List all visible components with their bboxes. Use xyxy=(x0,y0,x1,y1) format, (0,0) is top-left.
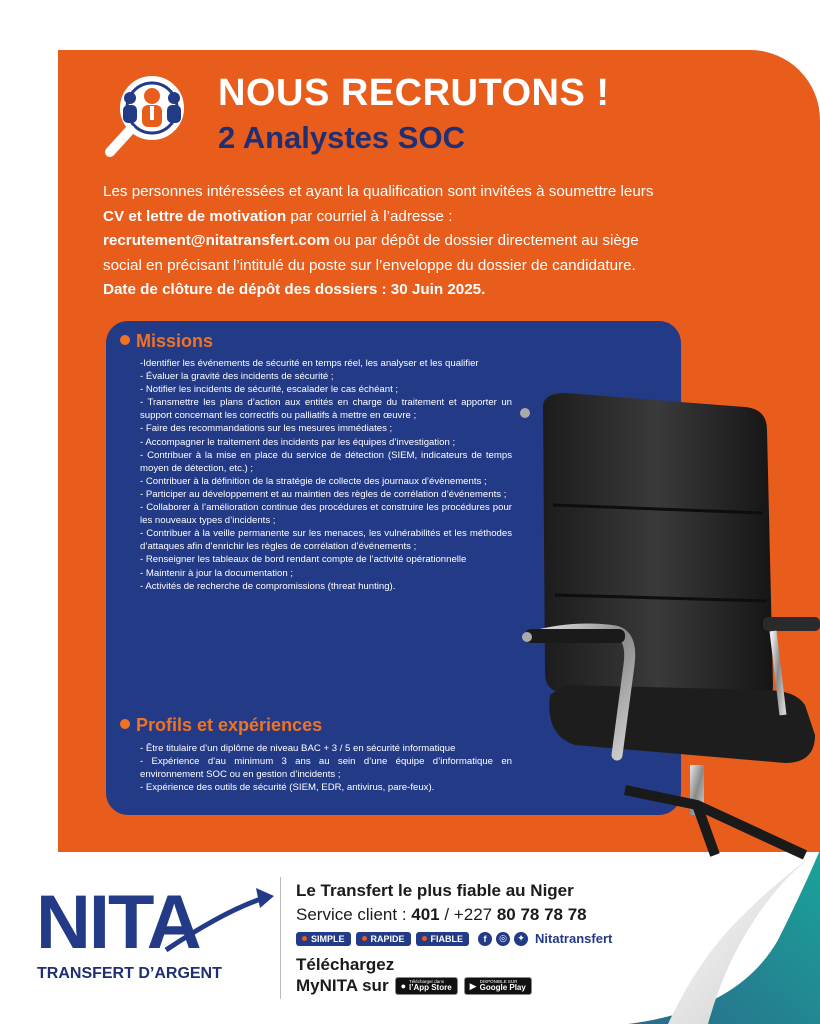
appstore-big-text: l’App Store xyxy=(409,983,452,993)
intro-line-3 xyxy=(103,229,723,254)
social-icons xyxy=(478,932,528,946)
intro-documents: CV et lettre de motivation xyxy=(103,207,287,225)
instagram-icon[interactable]: ◎ xyxy=(496,932,510,946)
badge-label: FIABLE xyxy=(430,933,464,944)
list-item: - Renseigner les tableaux de bord rendant compte de l’activité opérationnelle xyxy=(140,554,467,566)
list-item: - Collaborer à l’amélioration continue des procédures et construire les procédures pour les nouveaux types d’incidents ; xyxy=(140,502,512,527)
download-row xyxy=(296,976,532,996)
recruitment-magnifier-icon xyxy=(100,72,204,160)
logo-subtitle: TRANSFERT D’ARGENT xyxy=(37,965,222,982)
googleplay-small-text: DISPONIBLE SUR xyxy=(479,978,518,984)
download-label: Téléchargez xyxy=(296,955,395,974)
twitter-icon[interactable]: ✦ xyxy=(514,932,528,946)
list-item: - Expérience d’au minimum 3 ans au sein d’une équipe d’informatique en environnement SOC ou en gestion d’incidents ; xyxy=(140,756,512,781)
missions-heading xyxy=(120,331,213,352)
appstore-small-text: Télécharger dans xyxy=(409,978,445,984)
intro-line-2-rest: par courriel à l’adresse : xyxy=(286,207,453,225)
googleplay-big-text: Google Play xyxy=(479,983,526,993)
tagline: Le Transfert le plus fiable au Niger xyxy=(296,881,574,900)
intro-line-2 xyxy=(103,205,723,230)
service-label: Service client : xyxy=(296,905,412,924)
badge-rapide xyxy=(356,932,411,946)
badge-label: RAPIDE xyxy=(370,933,405,944)
list-item: - Notifier les incidents de sécurité, escalader le cas échéant ; xyxy=(140,384,399,396)
list-item: - Contribuer à la définition de la stratégie de collecte des journaux d’évènements ; xyxy=(140,475,487,487)
facebook-icon[interactable]: f xyxy=(478,932,492,946)
nita-logo xyxy=(36,880,276,960)
list-item: - Expérience des outils de sécurité (SIEM, EDR, antivirus, pare-feux). xyxy=(140,782,435,794)
page-curl-decoration xyxy=(628,850,820,1024)
missions-title: Missions xyxy=(136,331,214,351)
list-item: - Maintenir à jour la documentation ; xyxy=(140,567,294,579)
badge-label: SIMPLE xyxy=(311,933,345,944)
list-item: - Transmettre les plans d’action aux entités en charge du traitement et apporter un support concernant les correctifs ou palliatifs à mettre en œuvre ; xyxy=(140,397,512,422)
list-item: - Accompagner le traitement des incidents par les équipes d’investigation ; xyxy=(140,436,456,448)
intro-line-1: Les personnes intéressées et ayant la qualification sont invitées à soumettre leurs xyxy=(103,183,654,200)
apple-icon: ● xyxy=(400,981,406,991)
profils-heading xyxy=(120,715,322,736)
logo-text: NITA xyxy=(36,880,200,960)
office-chair-image xyxy=(505,385,820,860)
list-item: - Évaluer la gravité des incidents de sécurité ; xyxy=(140,371,334,383)
list-item: -Identifier les événements de sécurité en temps réel, les analyser et les qualifier xyxy=(140,358,479,369)
list-item: - Faire des recommandations sur les mesures immédiates ; xyxy=(140,423,393,435)
download-app-label: MyNITA sur xyxy=(296,976,389,995)
intro-line-3-rest: ou par dépôt de dossier directement au siège xyxy=(329,232,639,249)
missions-list xyxy=(140,357,512,593)
service-short-number: 401 xyxy=(411,905,440,924)
email-address: recrutement@nitatransfert.com xyxy=(103,232,330,249)
list-item: - Contribuer à la mise en place du service de détection (SIEM, indicateurs de temps moyen de détection, etc.) ; xyxy=(140,449,512,474)
service-client xyxy=(296,905,587,925)
deadline xyxy=(103,278,723,303)
page-title: NOUS RECRUTONS ! xyxy=(218,72,610,114)
badge-fiable xyxy=(416,932,470,946)
service-separator: / +227 xyxy=(439,905,497,924)
deadline-text: Date de clôture de dépôt des dossiers : 30 Juin 2025. xyxy=(103,281,486,298)
profils-title: Profils et expériences xyxy=(136,715,323,735)
google-play-button[interactable] xyxy=(464,977,532,995)
badge-simple xyxy=(296,932,351,946)
service-phone-number: 80 78 78 78 xyxy=(496,905,587,924)
list-item: - Participer au développement et au maintien des règles de corrélation d’événements ; xyxy=(140,488,507,500)
intro-paragraph xyxy=(103,180,723,303)
bullet-icon xyxy=(120,719,130,729)
list-item: - Contribuer à la veille permanente sur les menaces, les vulnérabilités et les méthodes d’attaques afin d’enrichir les règles de corrélation d’événements ; xyxy=(140,528,512,553)
social-handle[interactable]: Nitatransfert xyxy=(535,931,613,946)
bullet-icon xyxy=(120,335,130,345)
page-subtitle: 2 Analystes SOC xyxy=(218,120,465,155)
badge-row xyxy=(296,931,612,946)
list-item: - Être titulaire d’un diplôme de niveau BAC + 3 / 5 en sécurité informatique xyxy=(140,743,456,754)
footer-divider xyxy=(280,877,281,999)
profils-list xyxy=(140,742,512,794)
list-item: - Activités de recherche de compromissions (threat hunting). xyxy=(140,580,396,592)
intro-line-4: social en précisant l’intitulé du poste sur l’enveloppe du dossier de candidature. xyxy=(103,256,636,274)
play-icon: ▶ xyxy=(469,980,477,991)
app-store-button[interactable] xyxy=(395,977,458,995)
